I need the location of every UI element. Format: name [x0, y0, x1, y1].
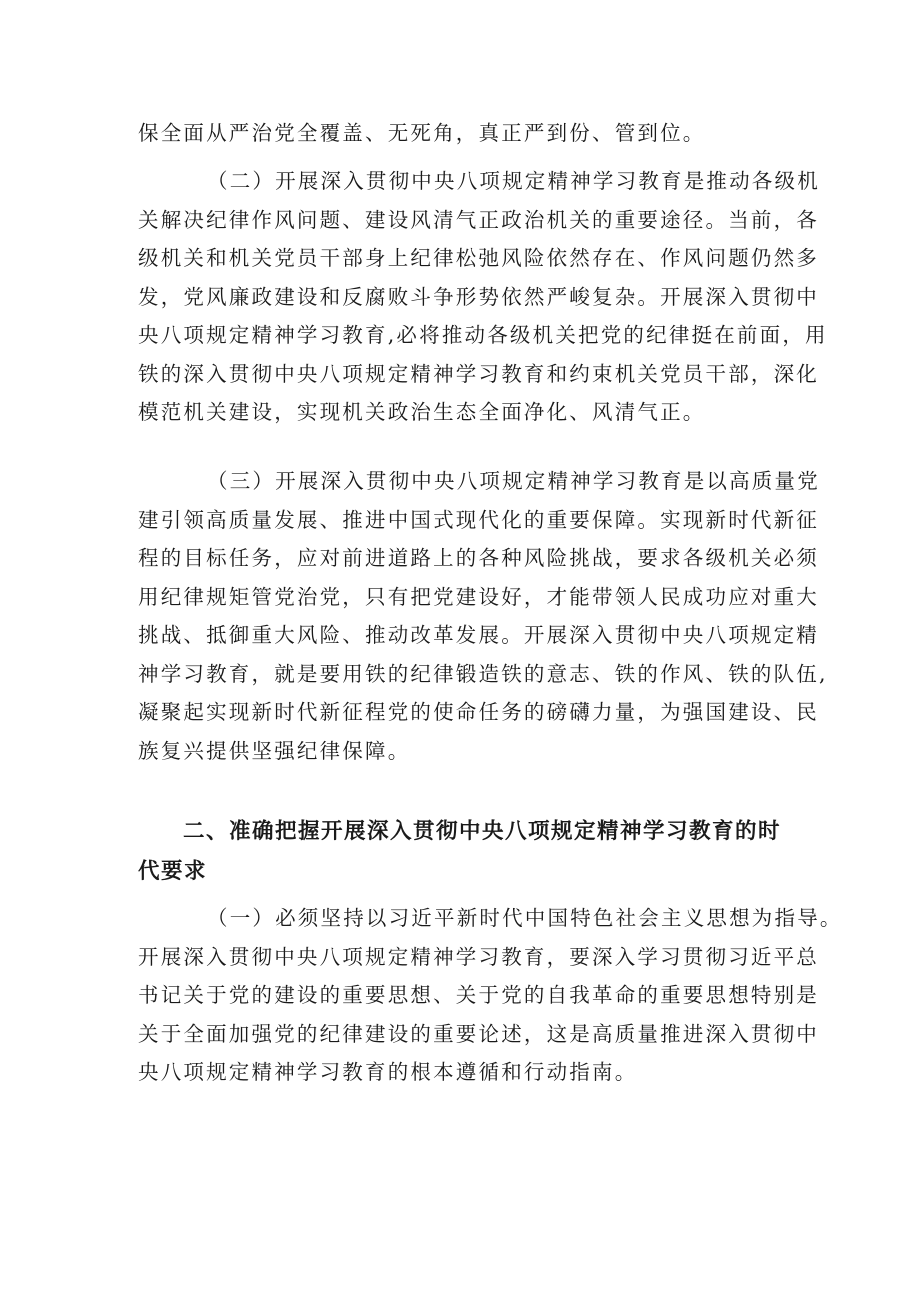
paragraph-line: （二）开展深入贯彻中央八项规定精神学习教育是推动各级机 [207, 169, 820, 193]
paragraph-line: 开展深入贯彻中央八项规定精神学习教育，要深入学习贯彻习近平总 [138, 944, 819, 969]
paragraph-section-3 [138, 462, 828, 770]
paragraph-line: （三）开展深入贯彻中央八项规定精神学习教育是以高质量党 [207, 469, 820, 493]
section-heading [138, 812, 802, 892]
paragraph-line: 凝聚起实现新时代新征程党的使命任务的磅礴力量，为强国建设、民 [138, 700, 819, 724]
paragraph-line: 建引领高质量发展、推进中国式现代化的重要保障。实现新时代新征 [138, 507, 819, 532]
paragraph-line: 书记关于党的建设的重要思想、关于党的自我革命的重要思想特别是 [138, 983, 819, 1007]
heading-line: 代要求 [138, 859, 208, 884]
paragraph-line: 保全面从严治党全覆盖、无死角，真正严到份、管到位。 [138, 121, 706, 145]
paragraph-section-4 [138, 899, 843, 1092]
paragraph-line: 央八项规定精神学习教育,必将推动各级机关把党的纪律挺在前面，用 [138, 323, 828, 347]
heading-line: 二、准确把握开展深入贯彻中央八项规定精神学习教育的时 [183, 819, 782, 844]
paragraph-intro [138, 114, 802, 153]
paragraph-line: 铁的深入贯彻中央八项规定精神学习教育和约束机关党员干部，深化 [138, 361, 819, 386]
paragraph-line: 用纪律规矩管党治党，只有把党建设好，才能带领人民成功应对重大 [138, 584, 819, 609]
paragraph-line: 神学习教育，就是要用铁的纪律锻造铁的意志、铁的作风、铁的队伍, [138, 661, 828, 686]
paragraph-line: 发，党风廉政建设和反腐败斗争形势依然严峻复杂。开展深入贯彻中 [138, 284, 819, 309]
paragraph-line: （一）必须坚持以习近平新时代中国特色社会主义思想为指导。 [207, 906, 843, 930]
paragraph-line: 关解决纪律作风问题、建设风清气正政治机关的重要途径。当前，各 [138, 207, 819, 232]
paragraph-line: 挑战、抵御重大风险、推动改革发展。开展深入贯彻中央八项规定精 [138, 623, 819, 647]
paragraph-section-2 [138, 162, 828, 432]
paragraph-line: 央八项规定精神学习教育的根本遵循和行动指南。 [138, 1060, 638, 1084]
paragraph-line: 族复兴提供坚强纪律保障。 [138, 738, 411, 763]
paragraph-line: 模范机关建设，实现机关政治生态全面净化、风清气正。 [138, 400, 706, 424]
paragraph-line: 关于全面加强党的纪律建设的重要论述，这是高质量推进深入贯彻中 [138, 1021, 819, 1046]
paragraph-line: 级机关和机关党员干部身上纪律松弛风险依然存在、作风问题仍然多 [138, 246, 819, 270]
paragraph-line: 程的目标任务，应对前进道路上的各种风险挑战，要求各级机关必须 [138, 546, 819, 570]
